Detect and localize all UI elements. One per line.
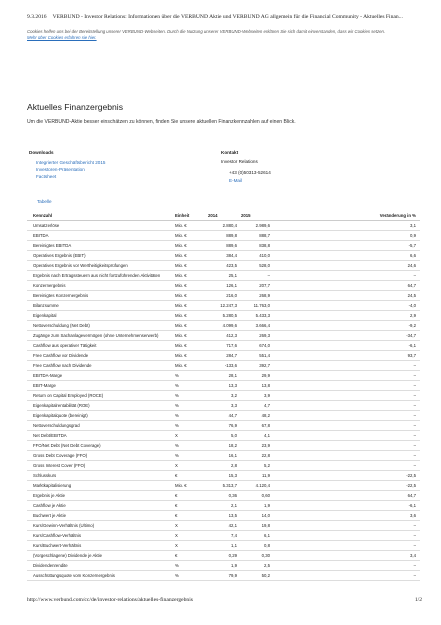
cell-veraenderung: –	[272, 461, 420, 471]
table-row	[27, 561, 420, 571]
cell-einheit: X	[173, 461, 206, 471]
cell-einheit: %	[173, 441, 206, 451]
cookie-text: Cookies helfen uns bei der Bereitstellung unserer VERBUND-Webseiten. Durch die Nutzung unserer VERBUND-Webseiten erklären Sie sich damit einverstanden, dass wir Cookies setzen.	[27, 29, 386, 34]
cell-veraenderung: 3,6	[272, 511, 420, 521]
cell-veraenderung: -6,1	[272, 501, 420, 511]
kontakt-heading: Kontakt	[221, 150, 239, 155]
table-row	[27, 231, 420, 241]
table-header-row	[27, 211, 420, 221]
tab-tabelle[interactable]: Tabelle	[37, 199, 52, 204]
download-link-factsheet[interactable]: Factsheet	[36, 174, 57, 179]
cell-kennzahl: Ausschüttungsquote vom Konzernergebnis	[27, 571, 173, 581]
cell-2015: 11.763,0	[239, 301, 272, 311]
cell-2015: 2,5	[239, 561, 272, 571]
cell-2015: 528,0	[239, 261, 272, 271]
cell-2014: 412,3	[206, 331, 239, 341]
cell-einheit: Mio. €	[173, 361, 206, 371]
table-row	[27, 441, 420, 451]
cell-einheit: Mio. €	[173, 291, 206, 301]
cell-veraenderung: 3,1	[272, 221, 420, 231]
cell-2015: 207,7	[239, 281, 272, 291]
table-row	[27, 541, 420, 551]
cell-kennzahl: Ergebnis nach Ertragssteuern aus nicht fortzuführenden Aktivitäten	[27, 271, 173, 281]
cell-2014: 18,2	[206, 441, 239, 451]
cell-2014: 79,9	[206, 571, 239, 581]
cell-kennzahl: Kurs/Cashflow-Verhältnis	[27, 531, 173, 541]
downloads-list	[36, 159, 105, 180]
cell-kennzahl: Kurs/Buchwert-Verhältnis	[27, 541, 173, 551]
cell-2015: 410,0	[239, 251, 272, 261]
table-row	[27, 471, 420, 481]
cell-kennzahl: Operatives Ergebnis vor Wertheitigkeitsprüfungen	[27, 261, 173, 271]
table-row	[27, 221, 420, 231]
cell-2014: 384,4	[206, 251, 239, 261]
cell-2014: 12.247,3	[206, 301, 239, 311]
cell-kennzahl: Operatives Ergebnis (EBIT)	[27, 251, 173, 261]
page-title: Aktuelles Finanzergebnis	[27, 102, 124, 112]
cell-kennzahl: Ergebnis je Aktie	[27, 491, 173, 501]
cell-2014: 889,8	[206, 231, 239, 241]
cell-2015: 3.666,4	[239, 321, 272, 331]
table-row	[27, 521, 420, 531]
cell-kennzahl: Dividendenrendite	[27, 561, 173, 571]
cell-veraenderung: 2,9	[272, 311, 420, 321]
cell-2015: 1,9	[239, 501, 272, 511]
cell-veraenderung: 24,6	[272, 261, 420, 271]
cell-veraenderung: -6,1	[272, 341, 420, 351]
cell-2015: 3,9	[239, 391, 272, 401]
table-row	[27, 571, 420, 581]
cell-2015: 23,9	[239, 441, 272, 451]
cell-veraenderung: 24,5	[272, 291, 420, 301]
cell-2014: -133,6	[206, 361, 239, 371]
cell-veraenderung: –	[272, 391, 420, 401]
cell-kennzahl: FFO/Net Debt (Net Debt Coverage)	[27, 441, 173, 451]
cell-2015: 5,2	[239, 461, 272, 471]
cell-kennzahl: Eigenkapitalrentabilität (ROE)	[27, 401, 173, 411]
cell-2015: 22,8	[239, 451, 272, 461]
downloads-heading: Downloads	[29, 150, 54, 155]
cell-einheit: X	[173, 521, 206, 531]
cell-kennzahl: Kurs/Gewinn-Verhältnis (Ultimo)	[27, 521, 173, 531]
cell-veraenderung: -22,5	[272, 481, 420, 491]
cell-einheit: %	[173, 401, 206, 411]
cell-einheit: €	[173, 471, 206, 481]
cell-kennzahl: EBITDA	[27, 231, 173, 241]
cell-kennzahl: Gross Interest Cover (FFO)	[27, 461, 173, 471]
cell-2014: 0,29	[206, 551, 239, 561]
cell-einheit: Mio. €	[173, 351, 206, 361]
cell-2014: 1,1	[206, 541, 239, 551]
cell-kennzahl: (Vorgeschlagene) Dividende je Aktie	[27, 551, 173, 561]
cell-2014: 284,7	[206, 351, 239, 361]
cell-einheit: €	[173, 491, 206, 501]
cell-2015: 2.989,6	[239, 221, 272, 231]
download-link-report[interactable]: Integrierter Geschäftsbericht 2015	[36, 160, 106, 165]
cell-2015: 674,0	[239, 341, 272, 351]
cell-kennzahl: Nettoverschuldung (Net Debt)	[27, 321, 173, 331]
table-row	[27, 271, 420, 281]
table-row	[27, 321, 420, 331]
page-intro: Um die VERBUND-Aktie besser einschätzen zu können, finden Sie unsere aktuellen Finanzkennzahlen auf einen Blick.	[27, 119, 296, 125]
cookie-link[interactable]: Mehr über Cookies erfahren sie hier.	[27, 35, 97, 40]
cell-2014: 5,0	[206, 431, 239, 441]
cookie-notice	[27, 29, 387, 41]
cell-2014: 2,1	[206, 501, 239, 511]
cell-2015: 11,9	[239, 471, 272, 481]
cell-kennzahl: Konzernergebnis	[27, 281, 173, 291]
table-row	[27, 391, 420, 401]
cell-kennzahl: Gross Debt Coverage (FFO)	[27, 451, 173, 461]
cell-einheit: X	[173, 541, 206, 551]
table-row	[27, 341, 420, 351]
cell-2014: 42,1	[206, 521, 239, 531]
table-row	[27, 431, 420, 441]
cell-veraenderung: –	[272, 521, 420, 531]
cell-einheit: Mio. €	[173, 301, 206, 311]
cell-2014: 0,36	[206, 491, 239, 501]
cell-veraenderung: 3,4	[272, 551, 420, 561]
table-row	[27, 371, 420, 381]
cell-kennzahl: Net Debt/EBITDA	[27, 431, 173, 441]
cell-veraenderung: -9,2	[272, 321, 420, 331]
table-row	[27, 351, 420, 361]
cell-2015: 5.433,3	[239, 311, 272, 321]
table-row	[27, 251, 420, 261]
table-row	[27, 421, 420, 431]
cell-2015: –	[239, 271, 272, 281]
cell-2015: 0,30	[239, 551, 272, 561]
cell-veraenderung: –	[272, 401, 420, 411]
print-header	[27, 14, 422, 20]
cell-einheit: Mio. €	[173, 261, 206, 271]
footer-page-number: 1/2	[414, 597, 422, 603]
cell-einheit: Mio. €	[173, 241, 206, 251]
col-header-kennzahl: Kennzahl	[27, 211, 173, 221]
cell-2014: 7,4	[206, 531, 239, 541]
cell-einheit: €	[173, 511, 206, 521]
cell-2014: 13,3	[206, 381, 239, 391]
cell-2014: 5.280,5	[206, 311, 239, 321]
cell-kennzahl: Cashflow je Aktie	[27, 501, 173, 511]
cell-veraenderung: –	[272, 541, 420, 551]
table-row	[27, 301, 420, 311]
col-header-2015: 2015	[239, 211, 272, 221]
cell-einheit: Mio. €	[173, 331, 206, 341]
cell-kennzahl: Eigenkapital	[27, 311, 173, 321]
cell-veraenderung: 64,7	[272, 491, 420, 501]
cell-2015: 67,8	[239, 421, 272, 431]
col-header-veraenderung: Veränderung in %	[272, 211, 420, 221]
cell-2015: 4,7	[239, 401, 272, 411]
cell-einheit: %	[173, 371, 206, 381]
cell-einheit: %	[173, 561, 206, 571]
cell-einheit: %	[173, 571, 206, 581]
table-row	[27, 311, 420, 321]
kontakt-name: Investor Relations	[221, 159, 258, 164]
cell-kennzahl: EBIT-Marge	[27, 381, 173, 391]
cell-einheit: Mio. €	[173, 281, 206, 291]
cell-einheit: %	[173, 451, 206, 461]
table-row	[27, 551, 420, 561]
cell-2014: 3,2	[206, 391, 239, 401]
cell-2014: 423,5	[206, 261, 239, 271]
table-row	[27, 411, 420, 421]
table-row	[27, 401, 420, 411]
cell-2015: 0,8	[239, 541, 272, 551]
cell-kennzahl: Nettoverschuldungsgrad	[27, 421, 173, 431]
cell-veraenderung: –	[272, 271, 420, 281]
cell-2014: 1,9	[206, 561, 239, 571]
cell-2014: 13,5	[206, 511, 239, 521]
cell-einheit: Mio. €	[173, 311, 206, 321]
cell-einheit: €	[173, 501, 206, 511]
cell-kennzahl: Bilanzsumme	[27, 301, 173, 311]
table-row	[27, 241, 420, 251]
table-row	[27, 381, 420, 391]
cell-veraenderung: –	[272, 361, 420, 371]
cell-2015: 6,1	[239, 531, 272, 541]
cell-einheit: Mio. €	[173, 271, 206, 281]
cell-2015: 0,60	[239, 491, 272, 501]
cell-2015: 48,2	[239, 411, 272, 421]
table-row	[27, 491, 420, 501]
kontakt-phone: +43 (0)50313-52614	[229, 170, 271, 175]
cell-kennzahl: Marktkapitalisierung	[27, 481, 173, 491]
cell-einheit: %	[173, 391, 206, 401]
cell-2015: 14,0	[239, 511, 272, 521]
cell-2015: 4,1	[239, 431, 272, 441]
cell-veraenderung: –	[272, 441, 420, 451]
cell-einheit: Mio. €	[173, 221, 206, 231]
cell-kennzahl: Cashflow aus operativer Tätigkeit	[27, 341, 173, 351]
cell-kennzahl: Free Cashflow nach Dividende	[27, 361, 173, 371]
cell-kennzahl: Schlusskurs	[27, 471, 173, 481]
cell-2014: 28,1	[206, 371, 239, 381]
cell-kennzahl: Buchwert je Aktie	[27, 511, 173, 521]
cell-einheit: Mio. €	[173, 321, 206, 331]
cell-2014: 76,9	[206, 421, 239, 431]
cell-kennzahl: Eigenkapitalquote (bereinigt)	[27, 411, 173, 421]
table-body	[27, 221, 420, 581]
cell-2014: 15,3	[206, 471, 239, 481]
cell-einheit: Mio. €	[173, 231, 206, 241]
kontakt-email-link[interactable]: E-Mail	[229, 178, 243, 183]
cell-veraenderung: –	[272, 421, 420, 431]
cell-kennzahl: Bereinigtes EBITDA	[27, 241, 173, 251]
table-row	[27, 361, 420, 371]
table-row	[27, 511, 420, 521]
cell-2015: 268,9	[239, 291, 272, 301]
cell-einheit: %	[173, 421, 206, 431]
cell-kennzahl: Umsatzerlöse	[27, 221, 173, 231]
cell-kennzahl: Bereinigtes Konzernergebnis	[27, 291, 173, 301]
col-header-2014: 2014	[206, 211, 239, 221]
cell-kennzahl: EBITDA-Marge	[27, 371, 173, 381]
table-row	[27, 281, 420, 291]
cell-kennzahl: Free Cashflow vor Dividende	[27, 351, 173, 361]
cell-veraenderung: –	[272, 571, 420, 581]
table-row	[27, 291, 420, 301]
cell-einheit: €	[173, 551, 206, 561]
cell-einheit: X	[173, 531, 206, 541]
financial-table	[27, 211, 420, 581]
cell-veraenderung: -34,7	[272, 331, 420, 341]
cell-veraenderung: –	[272, 411, 420, 421]
cell-2015: 50,2	[239, 571, 272, 581]
cell-einheit: Mio. €	[173, 341, 206, 351]
footer-url: http://www.verbund.com/cc/de/investor-relations/aktuelles-finanzergebnis	[27, 597, 193, 603]
cell-veraenderung: –	[272, 531, 420, 541]
cell-veraenderung: –	[272, 371, 420, 381]
cell-kennzahl: Return on Capital Employed (ROCE)	[27, 391, 173, 401]
cell-2015: 888,7	[239, 231, 272, 241]
print-footer	[27, 597, 422, 603]
cell-einheit: %	[173, 411, 206, 421]
table-row	[27, 461, 420, 471]
cell-2014: 5.313,7	[206, 481, 239, 491]
cell-veraenderung: -5,7	[272, 241, 420, 251]
cell-veraenderung: 64,7	[272, 281, 420, 291]
cell-2015: 19,8	[239, 521, 272, 531]
cell-einheit: %	[173, 381, 206, 391]
cell-2014: 126,1	[206, 281, 239, 291]
table-row	[27, 501, 420, 511]
cell-veraenderung: –	[272, 431, 420, 441]
cell-2015: 269,3	[239, 331, 272, 341]
cell-2014: 4.099,6	[206, 321, 239, 331]
print-date: 9.3.2016	[27, 14, 47, 20]
table-row	[27, 531, 420, 541]
download-link-presentation[interactable]: Investoren-Präsentation	[36, 167, 85, 172]
cell-veraenderung: 0,9	[272, 231, 420, 241]
cell-2014: 3,3	[206, 401, 239, 411]
table-row	[27, 481, 420, 491]
col-header-einheit: Einheit	[173, 211, 206, 221]
cell-2015: 29,9	[239, 371, 272, 381]
cell-veraenderung: –	[272, 381, 420, 391]
print-title: VERBUND - Investor Relations: Informationen über die VERBUND Aktie und VERBUND AG allgemein für die Financial Community - Aktuelles Finan...	[52, 14, 403, 20]
table-row	[27, 261, 420, 271]
cell-2015: 392,7	[239, 361, 272, 371]
cell-kennzahl: Zugänge zum Sachanlagevermögen (ohne Unternehmenserwerb)	[27, 331, 173, 341]
cell-veraenderung: –	[272, 561, 420, 571]
cell-2014: 2,8	[206, 461, 239, 471]
cell-2014: 44,7	[206, 411, 239, 421]
cell-veraenderung: –	[272, 451, 420, 461]
cell-veraenderung: -4,0	[272, 301, 420, 311]
cell-2014: 16,1	[206, 451, 239, 461]
cell-2014: 717,6	[206, 341, 239, 351]
cell-2015: 4.120,4	[239, 481, 272, 491]
cell-2014: 25,1	[206, 271, 239, 281]
cell-2014: 216,0	[206, 291, 239, 301]
cell-einheit: X	[173, 431, 206, 441]
cell-einheit: Mio. €	[173, 251, 206, 261]
cell-2015: 551,4	[239, 351, 272, 361]
cell-einheit: Mio. €	[173, 481, 206, 491]
cell-2015: 838,8	[239, 241, 272, 251]
cell-2014: 2.880,4	[206, 221, 239, 231]
cell-veraenderung: 6,6	[272, 251, 420, 261]
table-row	[27, 451, 420, 461]
cell-veraenderung: -22,5	[272, 471, 420, 481]
cell-2015: 13,8	[239, 381, 272, 391]
cell-veraenderung: 93,7	[272, 351, 420, 361]
table-row	[27, 331, 420, 341]
cell-2014: 889,6	[206, 241, 239, 251]
